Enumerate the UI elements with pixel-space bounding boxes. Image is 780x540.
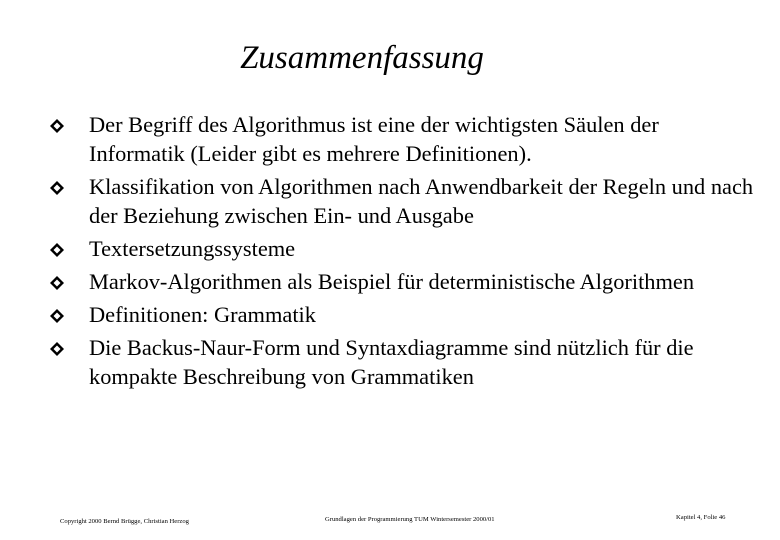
bullet-item — [50, 267, 760, 296]
bullet-item — [50, 110, 760, 168]
bullet-text: Textersetzungssysteme — [89, 236, 296, 261]
diamond-bullet-icon — [50, 276, 64, 290]
bullet-item — [50, 172, 760, 230]
diamond-bullet-icon — [50, 243, 64, 257]
slide-title: Zusammenfassung — [240, 40, 484, 76]
footer-copyright: Copyright 2000 Bernd Brügge, Christian Herzog — [60, 518, 189, 525]
diamond-bullet-icon — [50, 309, 64, 323]
bullet-text: Definitionen: Grammatik — [89, 302, 316, 327]
diamond-bullet-icon — [50, 342, 64, 356]
footer-page-number: Kapitel 4, Folie 46 — [676, 514, 726, 521]
bullet-text: Die Backus-Naur-Form und Syntaxdiagramme sind nützlich für die kompakte Beschreibung von Grammatiken — [89, 335, 694, 389]
bullet-item — [50, 333, 760, 391]
footer-course: Grundlagen der Programmierung TUM Wintersemester 2000/01 — [325, 516, 495, 523]
diamond-bullet-icon — [50, 119, 64, 133]
bullet-item — [50, 234, 760, 263]
bullet-list — [50, 110, 760, 395]
diamond-bullet-icon — [50, 181, 64, 195]
bullet-text: Markov-Algorithmen als Beispiel für deterministische Algorithmen — [89, 269, 695, 294]
bullet-text: Der Begriff des Algorithmus ist eine der wichtigsten Säulen der Informatik (Leider gibt es mehrere Definitionen). — [89, 112, 659, 166]
bullet-item — [50, 300, 760, 329]
bullet-text: Klassifikation von Algorithmen nach Anwendbarkeit der Regeln und nach der Beziehung zwischen Ein- und Ausgabe — [89, 174, 754, 228]
